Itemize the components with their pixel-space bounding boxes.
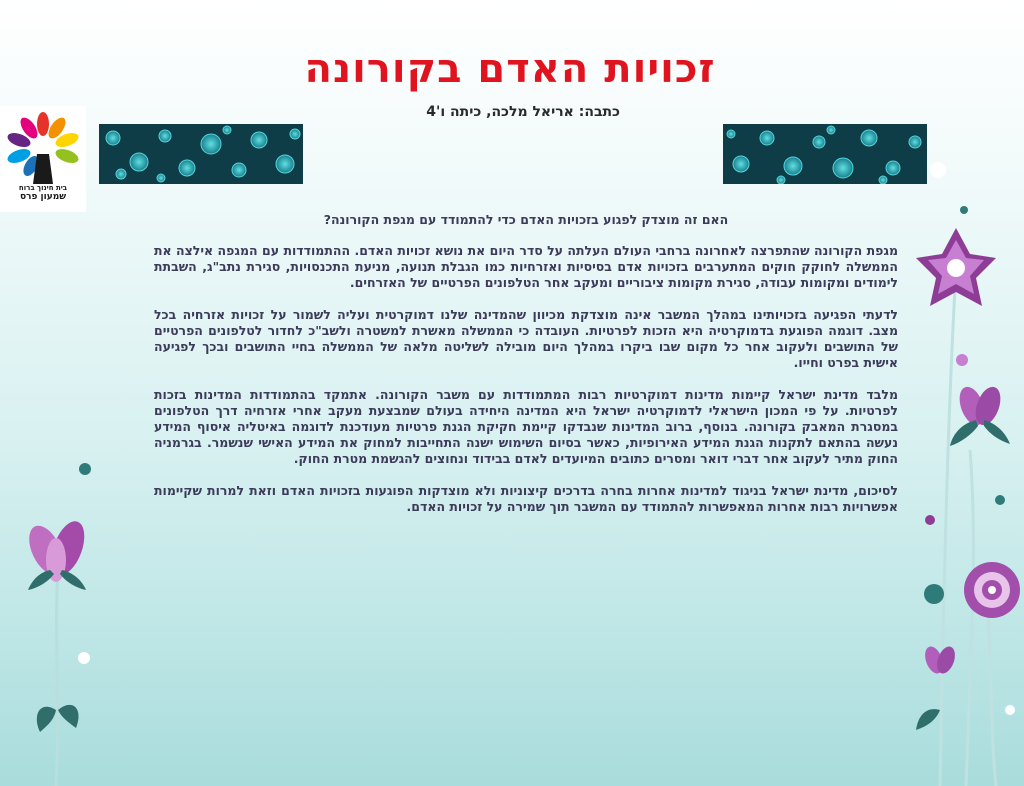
logo-line-1: בית חינוך ברוח: [18, 184, 68, 192]
logo-line-2: שמעון פרס: [19, 192, 67, 202]
author-line: כתבה: אריאל מלכה, כיתה ו'4: [426, 104, 620, 120]
snowflake-icon: [78, 462, 92, 476]
article-paragraph-2: לדעתי הפגיעה בזכויותינו במהלך המשבר אינה מוצדקת מכיוון שהמדינה שלנו דמוקרטית ועליה לשמור על זכויות אזרחיה בכל מצב. דוגמה הפוגעת בדמוקרטיה היא הזכות לפרטיות. העובדה כי הממשלה מאשרת למשטרה ולשב"כ לחדור לטלפונים הפרטיים של התושבים ולעקוב אחר כל מקום שבו ביקרו במהלך היום מובילה לשליטה מלאה של הממשלה בחיי התושבים ובכך לפגיעה אישית בפרט וחייו.: [154, 307, 898, 370]
left-flower-icon: [10, 510, 110, 786]
virus-pattern-icon: [99, 124, 303, 184]
school-logo: [0, 106, 86, 212]
right-flowers-icon: [900, 150, 1024, 786]
virus-pattern-icon: [723, 124, 927, 184]
article-question: האם זה מוצדק לפגוע בזכויות האדם כדי להתמודד עם מגפת הקורונה?: [323, 212, 729, 227]
article-paragraph-1: מגפת הקורונה שהתפרצה לאחרונה ברחבי העולם העלתה על סדר היום את נושא זכויות האדם. ההתמודדות עם המגפה אילצה את הממשלה לחוקק חוקים המתערבים בזכויות אדם בסיסיות ואזרחיות כמו הגבלת תנועה, מניעת התכנסויות, סגירת נתב"ג, השבתת לימודים ומקומות עבודה, סגירת מקומות ציבוריים ומעקב אחר הטלפונים הפרטיים של האזרחים.: [154, 243, 898, 290]
article-body: [154, 212, 898, 531]
article-paragraph-3: מלבד מדינת ישראל קיימות מדינות דמוקרטיות רבות המתמודדות עם משבר הקורונה. אתמקד בהתמודדות המדינות בזכות לפרטיות. על פי המכון הישראלי לדמוקרטיה ישראל היא המדינה היחידה בעולם שמבצעת מעקב אחרי אזרחיה דרך הטלפונים במסגרת המאבק בקורונה. בנוסף, ברוב המדינות שנבדקו קיימת חקיקת הגנת פרטיות מעודכנת לדוגמה באיטליה איסוף המידע נעשה בהתאם לתקנות הגנת המידע האירופיות, כאשר בסיום השימוש ישנה התחייבות למחוק את המידע האישי שנשמר. בגרמניה החוק מתיר לעקוב אחר דברי דואר ומסרים כתובים המיועדים לאדם בבידוד ונחוצים להגשמת מטרת החוק.: [154, 387, 898, 466]
hands-logo-icon: [0, 106, 86, 186]
virus-banner-left: [99, 124, 303, 184]
page-title: זכויות האדם בקורונה: [304, 46, 716, 92]
virus-banner-right: [723, 124, 927, 184]
article-paragraph-4: לסיכום, מדינת ישראל בניגוד למדינות אחרות בחרה בדרכים קיצוניות ולא מוצדקות הפוגעות בזכויות האדם וזאת למרות שקיימות אפשרויות רבות אחרות המאפשרות להתמודד עם המשבר תוך שמירה על זכויות האדם.: [154, 483, 898, 514]
